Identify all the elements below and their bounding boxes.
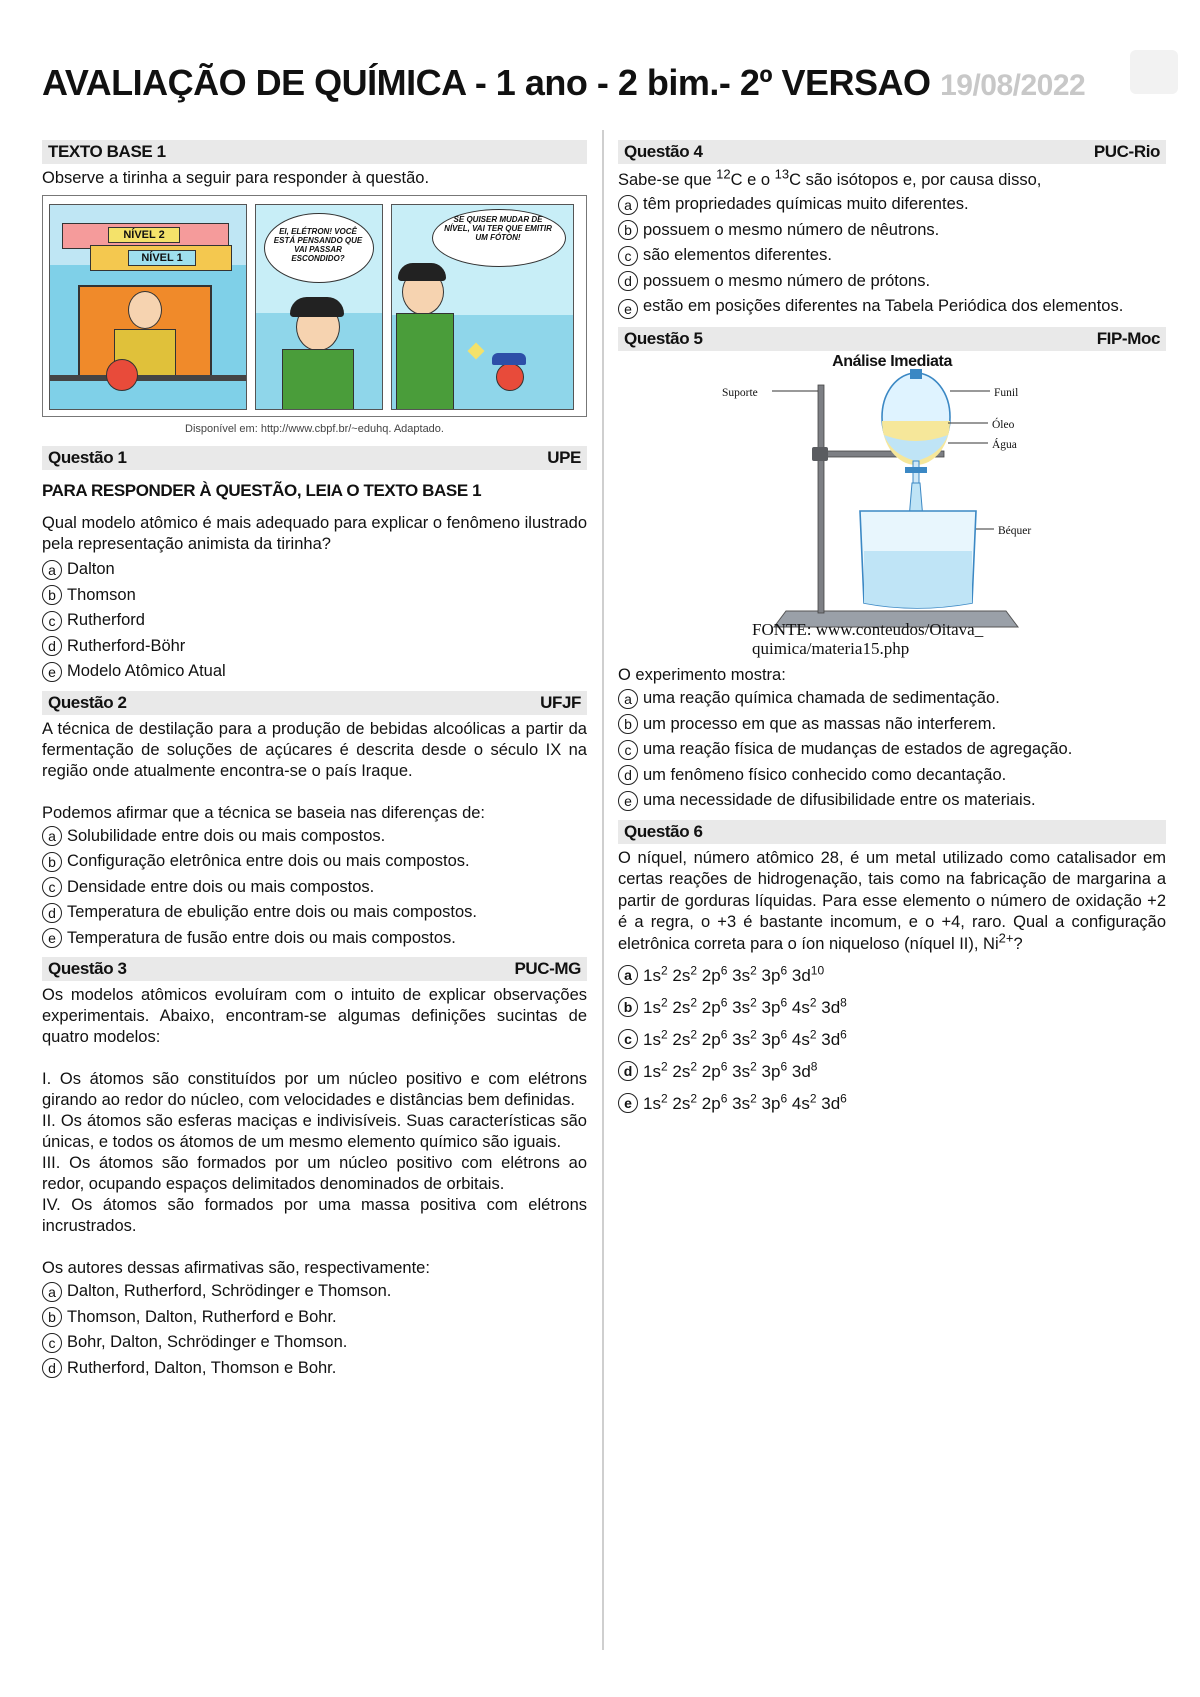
question-5-header (618, 327, 1166, 351)
texto-base-intro: Observe a tirinha a seguir para responder à questão. (42, 169, 430, 187)
electron-count: 10 (810, 962, 825, 977)
orbital-term: $2s^2$ (672, 994, 698, 1017)
option-text: estão em posições diferentes na Tabela Periódica dos elementos. (643, 297, 1124, 315)
orbital-term: $1s^2$ (643, 962, 668, 985)
electron-count: 2 (660, 1090, 668, 1105)
question-1-option-a[interactable] (42, 557, 587, 583)
separatory-funnel-figure (618, 351, 1166, 657)
question-5-label: Questão 5 (624, 329, 703, 348)
question-2-options (42, 824, 587, 952)
question-2-option-b[interactable] (42, 849, 587, 875)
option-text: um fenômeno físico conhecido como decantação. (643, 765, 1007, 784)
electron-count: 2 (809, 1090, 817, 1105)
orbital-term: $3d^8$ (821, 994, 847, 1017)
question-2-option-d[interactable] (42, 900, 587, 926)
option-bubble[interactable]: b (618, 714, 638, 734)
option-text: Modelo Atômico Atual (67, 662, 226, 681)
question-2-prompt-2: Podemos afirmar que a técnica se baseia nas diferenças de: (42, 803, 486, 822)
electron-count: 6 (780, 1026, 788, 1041)
question-6-options (618, 959, 1166, 1119)
option-text: Configuração eletrônica entre dois ou mais compostos. (67, 852, 470, 871)
prompt-end: ? (1013, 934, 1023, 953)
option-text: um processo em que as massas não interferem. (643, 714, 997, 733)
option-text: são elementos diferentes. (643, 246, 832, 265)
question-4-header (618, 140, 1166, 164)
beaker-water (864, 551, 972, 608)
decantation-diagram (618, 351, 1166, 657)
orbital-term: $3s^2$ (732, 994, 757, 1017)
option-bubble[interactable]: c (42, 1333, 62, 1353)
orbital-term: $2p^6$ (701, 962, 728, 985)
question-3-source: PUC-MG (514, 959, 581, 978)
orbital-term: $4s^2$ (791, 1026, 817, 1049)
electron-count: 2 (690, 962, 698, 977)
electron-count: 2 (660, 1058, 668, 1073)
question-6-option-a[interactable] (618, 959, 1166, 991)
question-2-header (42, 691, 587, 715)
electron-count: 2 (809, 994, 817, 1009)
option-text: Solubilidade entre dois ou mais compostos. (67, 826, 386, 845)
question-4-prompt (618, 168, 1166, 192)
question-5-options (618, 686, 1166, 814)
electron-count: 6 (780, 994, 788, 1009)
electron-count: 6 (780, 1090, 788, 1105)
electron-count: 2 (660, 994, 668, 1009)
question-5-prompt: O experimento mostra: (618, 666, 786, 684)
option-text: Thomson, Dalton, Rutherford e Bohr. (67, 1307, 337, 1326)
sign-level-2: NÍVEL 2 (108, 227, 180, 243)
mass-number-13: 13 (774, 166, 790, 182)
question-3-item-4: IV. Os átomos são formados por uma massa positiva com elétrons incrustrados. (42, 1196, 587, 1235)
question-3-label: Questão 3 (48, 959, 127, 978)
stand-rod (818, 385, 824, 613)
question-4-label: Questão 4 (624, 142, 703, 161)
comic-panel-2 (255, 204, 383, 410)
question-3-option-a[interactable] (42, 1279, 587, 1305)
orbital-term: $1s^2$ (643, 994, 668, 1017)
electron-configuration (643, 962, 825, 986)
orbital-term: $2s^2$ (672, 1026, 698, 1049)
label-bequer: Béquer (998, 525, 1032, 537)
electron-count: 6 (720, 1026, 728, 1041)
orbital-term: $3s^2$ (732, 962, 757, 985)
speech-bubble-2: EI, ELÉTRON! VOCÊ ESTÁ PENSANDO QUE VAI PASSAR ESCONDIDO? (273, 227, 363, 263)
option-bubble[interactable]: a (42, 560, 62, 580)
comic-strip (42, 195, 587, 417)
option-bubble[interactable]: c (618, 1029, 638, 1049)
option-bubble[interactable]: a (618, 195, 638, 215)
option-text: Rutherford-Böhr (67, 636, 186, 655)
orbital-term: $2p^6$ (701, 1058, 728, 1081)
option-bubble[interactable]: b (618, 220, 638, 240)
option-bubble[interactable]: d (618, 1061, 638, 1081)
option-bubble[interactable]: b (42, 1307, 62, 1327)
option-bubble[interactable]: a (618, 965, 638, 985)
question-4-option-d[interactable] (618, 269, 1166, 295)
question-5-option-b[interactable] (618, 712, 1166, 738)
option-text: Densidade entre dois ou mais compostos. (67, 877, 375, 896)
question-6-header (618, 820, 1166, 844)
question-2-source: UFJF (540, 692, 581, 712)
question-6-option-b[interactable] (618, 991, 1166, 1023)
question-1-option-d[interactable] (42, 634, 587, 660)
sign-level-1: NÍVEL 1 (128, 250, 196, 266)
orbital-term: $1s^2$ (643, 1058, 668, 1081)
electron-configuration (643, 1026, 847, 1050)
option-bubble[interactable]: e (618, 791, 638, 811)
option-bubble[interactable]: d (42, 1358, 62, 1378)
option-bubble[interactable]: e (618, 1093, 638, 1113)
mass-number-12: 12 (716, 166, 731, 182)
orbital-term: $2s^2$ (672, 1058, 698, 1081)
orbital-term: $2p^6$ (701, 994, 728, 1017)
label-oleo: Óleo (992, 419, 1015, 431)
question-6-option-c[interactable] (618, 1023, 1166, 1055)
electron-count: 2 (750, 1058, 757, 1073)
option-text: uma reação física de mudanças de estados de agregação. (643, 740, 1073, 759)
option-text: Temperatura de fusão entre dois ou mais compostos. (67, 928, 456, 947)
option-bubble[interactable]: c (42, 611, 62, 631)
orbital-term: $4s^2$ (791, 994, 817, 1017)
corner-logo-icon (1130, 50, 1178, 94)
electron-count: 2 (690, 994, 698, 1009)
option-bubble[interactable]: a (618, 689, 638, 709)
option-bubble[interactable]: a (42, 1282, 62, 1302)
question-6-label: Questão 6 (624, 821, 703, 841)
electron-count: 6 (780, 1058, 788, 1073)
stopcock (905, 467, 927, 473)
electron-count: 2 (750, 1090, 757, 1105)
option-text: uma reação química chamada de sedimentação. (643, 689, 1000, 708)
orbital-term: $3d^6$ (821, 1090, 847, 1113)
comic-panel-3 (391, 204, 574, 410)
question-3-prompt-2: Os autores dessas afirmativas são, respectivamente: (42, 1259, 430, 1277)
option-bubble[interactable]: d (42, 903, 62, 923)
figure-source-line-1: FONTE: www.conteudos/Oitava_ (752, 620, 984, 639)
option-bubble[interactable]: e (618, 299, 638, 319)
prompt-part: C e o (730, 171, 775, 189)
question-1-source: UPE (547, 448, 581, 467)
question-4-option-b[interactable] (618, 218, 1166, 244)
question-3-options (42, 1279, 587, 1381)
question-1-label: Questão 1 (48, 448, 127, 467)
orbital-term: $3s^2$ (732, 1090, 757, 1113)
ion-charge: 2+ (998, 930, 1014, 945)
electron-count: 6 (720, 1090, 728, 1105)
electron-count: 2 (690, 1026, 698, 1041)
question-6-prompt (618, 848, 1166, 956)
electron-count: 2 (750, 962, 757, 977)
option-bubble[interactable]: d (42, 636, 62, 656)
question-3-prompt: Os modelos atômicos evoluíram com o intuito de explicar observações experimentais. Abaixo, encontram-se algumas definições sucintas de quatro modelos: (42, 986, 587, 1046)
electron-configuration (643, 1058, 818, 1082)
question-2-label: Questão 2 (48, 692, 127, 712)
comic-caption: Disponível em: http://www.cbpf.br/~eduhq. Adaptado. (185, 423, 444, 435)
option-text: possuem o mesmo número de prótons. (643, 271, 931, 290)
orbital-term: $2s^2$ (672, 962, 698, 985)
left-column (42, 140, 587, 1381)
orbital-term: $3p^6$ (761, 994, 788, 1017)
question-2-prompt: A técnica de destilação para a produção de bebidas alcoólicas a partir da fermentação de soluções de açúcares é descrita desde o século IX na região onde atualmente encontra-se o país Iraque. (42, 719, 587, 780)
electron-count: 8 (810, 1058, 818, 1073)
option-text: Rutherford, Dalton, Thomson e Bohr. (67, 1358, 337, 1377)
option-text: Dalton (67, 560, 115, 579)
comic-panel-1 (49, 204, 247, 410)
column-divider (602, 130, 604, 1650)
option-text: Bohr, Dalton, Schrödinger e Thomson. (67, 1333, 348, 1352)
question-5-option-c[interactable] (618, 737, 1166, 763)
label-suporte: Suporte (722, 387, 758, 399)
option-bubble[interactable]: e (42, 928, 62, 948)
electron-count: 6 (780, 962, 788, 977)
option-bubble[interactable]: b (42, 585, 62, 605)
option-bubble[interactable]: a (42, 826, 62, 846)
question-5-option-a[interactable] (618, 686, 1166, 712)
orbital-term: $2p^6$ (701, 1026, 728, 1049)
right-column (618, 140, 1166, 1119)
question-3-item-1: I. Os átomos são constituídos por um núcleo positivo e com elétrons girando ao redor do núcleo, com velocidades e distâncias bem definidas. (42, 1070, 587, 1109)
question-3-item-3: III. Os átomos são formados por um núcleo positivo com elétrons ao redor, ocupando espaços delimitados denominados de orbitais. (42, 1154, 587, 1193)
option-bubble[interactable]: b (42, 852, 62, 872)
option-bubble[interactable]: c (42, 877, 62, 897)
question-2-option-a[interactable] (42, 824, 587, 850)
question-4-option-c[interactable] (618, 243, 1166, 269)
orbital-term: $3d^8$ (791, 1058, 818, 1081)
option-bubble[interactable]: e (42, 662, 62, 682)
electron-count: 6 (720, 1058, 728, 1073)
question-1-option-e[interactable] (42, 659, 587, 685)
orbital-term: $2s^2$ (672, 1090, 698, 1113)
prompt-text: O níquel, número atômico 28, é um metal utilizado como catalisador em certas reações de hidrogenação, tais como na fabricação de margarina a partir de gorduras líquidas. Para esse elemento o número de oxidação +2 é a regra, o +3 é bastante incomum, e o +4, raro. Qual a configuração eletrônica correta para o íon niqueloso (níquel II), Ni (618, 848, 1166, 953)
question-5-source: FIP-Moc (1096, 329, 1160, 348)
question-5-option-e[interactable] (618, 788, 1166, 814)
question-1-options (42, 557, 587, 685)
option-text: Temperatura de ebulição entre dois ou mais compostos. (67, 903, 477, 922)
orbital-term: $4s^2$ (791, 1090, 817, 1113)
option-text: têm propriedades químicas muito diferentes. (643, 195, 969, 214)
question-3-option-b[interactable] (42, 1305, 587, 1331)
question-1-option-b[interactable] (42, 583, 587, 609)
option-text: Thomson (67, 585, 136, 604)
question-4-options (618, 192, 1166, 319)
exam-title (42, 62, 1085, 104)
question-3-option-d[interactable] (42, 1356, 587, 1382)
question-3-option-c[interactable] (42, 1330, 587, 1356)
orbital-term: $3d^{10}$ (791, 962, 825, 985)
figure-source-line-2: quimica/materia15.php (752, 639, 910, 658)
texto-base-header (42, 140, 587, 164)
electron-count: 2 (660, 962, 668, 977)
option-text: uma necessidade de difusibilidade entre os materiais. (643, 791, 1036, 810)
electron-count: 2 (690, 1058, 698, 1073)
electron-count: 6 (720, 962, 728, 977)
question-4-option-e[interactable] (618, 296, 1166, 319)
orbital-term: $3d^6$ (821, 1026, 847, 1049)
clamp-knob (812, 447, 828, 461)
electron-count: 2 (660, 1026, 668, 1041)
electron-configuration (643, 1090, 847, 1114)
electron-count: 2 (809, 1026, 817, 1041)
question-5-option-d[interactable] (618, 763, 1166, 789)
electron-count: 6 (840, 1026, 847, 1041)
electron-count: 6 (840, 1090, 847, 1105)
orbital-term: $3s^2$ (732, 1026, 757, 1049)
exam-date: 19/08/2022 (940, 69, 1086, 102)
question-6-option-d[interactable] (618, 1055, 1166, 1087)
prompt-part: Sabe-se que (618, 171, 717, 189)
prompt-part: C são isótopos e, por causa disso, (789, 171, 1042, 189)
option-bubble[interactable]: d (618, 765, 638, 785)
question-1-header (42, 446, 587, 470)
question-6-option-e[interactable] (618, 1087, 1166, 1119)
option-bubble[interactable]: c (618, 246, 638, 266)
orbital-term: $3s^2$ (732, 1058, 757, 1081)
option-text: Rutherford (67, 611, 145, 630)
label-funil: Funil (994, 387, 1019, 399)
orbital-term: $3p^6$ (761, 1090, 788, 1113)
orbital-term: $2p^6$ (701, 1090, 728, 1113)
question-1-prompt: Qual modelo atômico é mais adequado para explicar o fenômeno ilustrado pela representação animista da tirinha? (42, 514, 587, 553)
question-1-instruction: PARA RESPONDER À QUESTÃO, LEIA O TEXTO BASE 1 (42, 481, 482, 500)
figure-title: Análise Imediata (832, 353, 952, 370)
electron-count: 2 (750, 994, 757, 1009)
orbital-term: $3p^6$ (761, 962, 788, 985)
question-3-item-2: II. Os átomos são esferas maciças e indivisíveis. Suas características são únicas, e todos os átomos de um mesmo elemento químico são iguais. (42, 1112, 587, 1151)
electron-count: 2 (750, 1026, 757, 1041)
option-bubble[interactable]: d (618, 271, 638, 291)
option-bubble[interactable]: c (618, 740, 638, 760)
question-4-option-a[interactable] (618, 192, 1166, 218)
question-4-source: PUC-Rio (1093, 142, 1160, 161)
speech-bubble-3: SE QUISER MUDAR DE NÍVEL, VAI TER QUE EMITIR UM FÓTON! (444, 215, 552, 242)
electron-count: 8 (840, 994, 847, 1009)
texto-base-label: TEXTO BASE 1 (48, 142, 166, 161)
option-text: possuem o mesmo número de nêutrons. (643, 220, 940, 239)
question-1-option-c[interactable] (42, 608, 587, 634)
option-text: Dalton, Rutherford, Schrödinger e Thomson. (67, 1282, 392, 1301)
label-agua: Água (992, 439, 1017, 451)
orbital-term: $3p^6$ (761, 1058, 788, 1081)
option-bubble[interactable]: b (618, 997, 638, 1017)
orbital-term: $1s^2$ (643, 1090, 668, 1113)
title-text: AVALIAÇÃO DE QUÍMICA - 1 ano - 2 bim.- 2º VERSAO (42, 62, 931, 103)
orbital-term: $3p^6$ (761, 1026, 788, 1049)
electron-count: 2 (690, 1090, 698, 1105)
question-2-option-e[interactable] (42, 926, 587, 952)
question-2-option-c[interactable] (42, 875, 587, 901)
electron-count: 6 (720, 994, 728, 1009)
orbital-term: $1s^2$ (643, 1026, 668, 1049)
question-3-header (42, 957, 587, 981)
electron-configuration (643, 994, 847, 1018)
